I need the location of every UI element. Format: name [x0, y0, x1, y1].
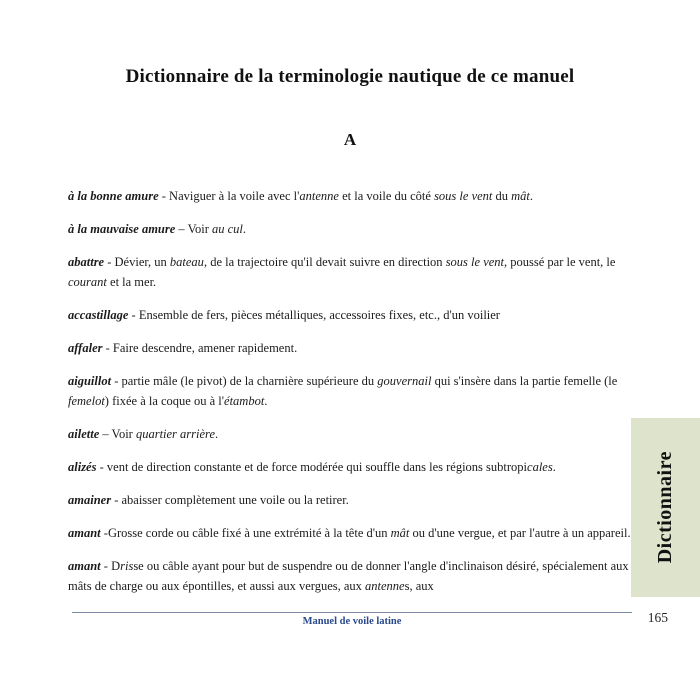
dictionary-entry: à la mauvaise amure – Voir au cul. [68, 222, 247, 236]
entries [68, 186, 632, 596]
dictionary-entry: amainer - abaisser complètement une voile ou la retirer. [68, 493, 349, 507]
dictionary-thumb-tab [631, 418, 700, 597]
footer-rule [72, 612, 632, 613]
page-number: 165 [647, 610, 668, 625]
dictionary-entry: amant - Drisse ou câble ayant pour but de suspendre ou de donner l'angle d'inclinaison désiré, spécialement aux mâts de charge ou aux épontilles, et aussi aux vergues, aux antennes, aux [68, 559, 629, 593]
page-title: Dictionnaire de la terminologie nautique de ce manuel [125, 66, 575, 87]
dictionary-tab-label: Dictionnaire [654, 451, 676, 564]
dictionary-entry: aiguillot - partie mâle (le pivot) de la charnière supérieure du gouvernail qui s'insère dans la partie femelle (le femelot) fixée à la coque ou à l'étambot. [68, 374, 618, 408]
dictionary-entry: amant -Grosse corde ou câble fixé à une extrémité à la tête d'un mât ou d'une vergue, et par l'autre à un appareil. [68, 526, 631, 540]
dictionary-entry: à la bonne amure - Naviguer à la voile avec l'antenne et la voile du côté sous le vent du mât. [68, 189, 534, 203]
dictionary-entry: ailette – Voir quartier arrière. [68, 427, 219, 441]
dictionary-entry: alizés - vent de direction constante et de force modérée qui souffle dans les régions subtropicales. [68, 460, 556, 474]
dictionary-entry: abattre - Dévier, un bateau, de la trajectoire qu'il devait suivre en direction sous le vent, poussé par le vent, le courant et la mer. [68, 255, 616, 289]
dictionary-entry: accastillage - Ensemble de fers, pièces métalliques, accessoires fixes, etc., d'un voilier [68, 308, 500, 322]
dictionary-entry: affaler - Faire descendre, amener rapidement. [68, 341, 298, 355]
footer-book-title: Manuel de voile latine [302, 616, 402, 627]
section-letter: A [343, 130, 357, 149]
